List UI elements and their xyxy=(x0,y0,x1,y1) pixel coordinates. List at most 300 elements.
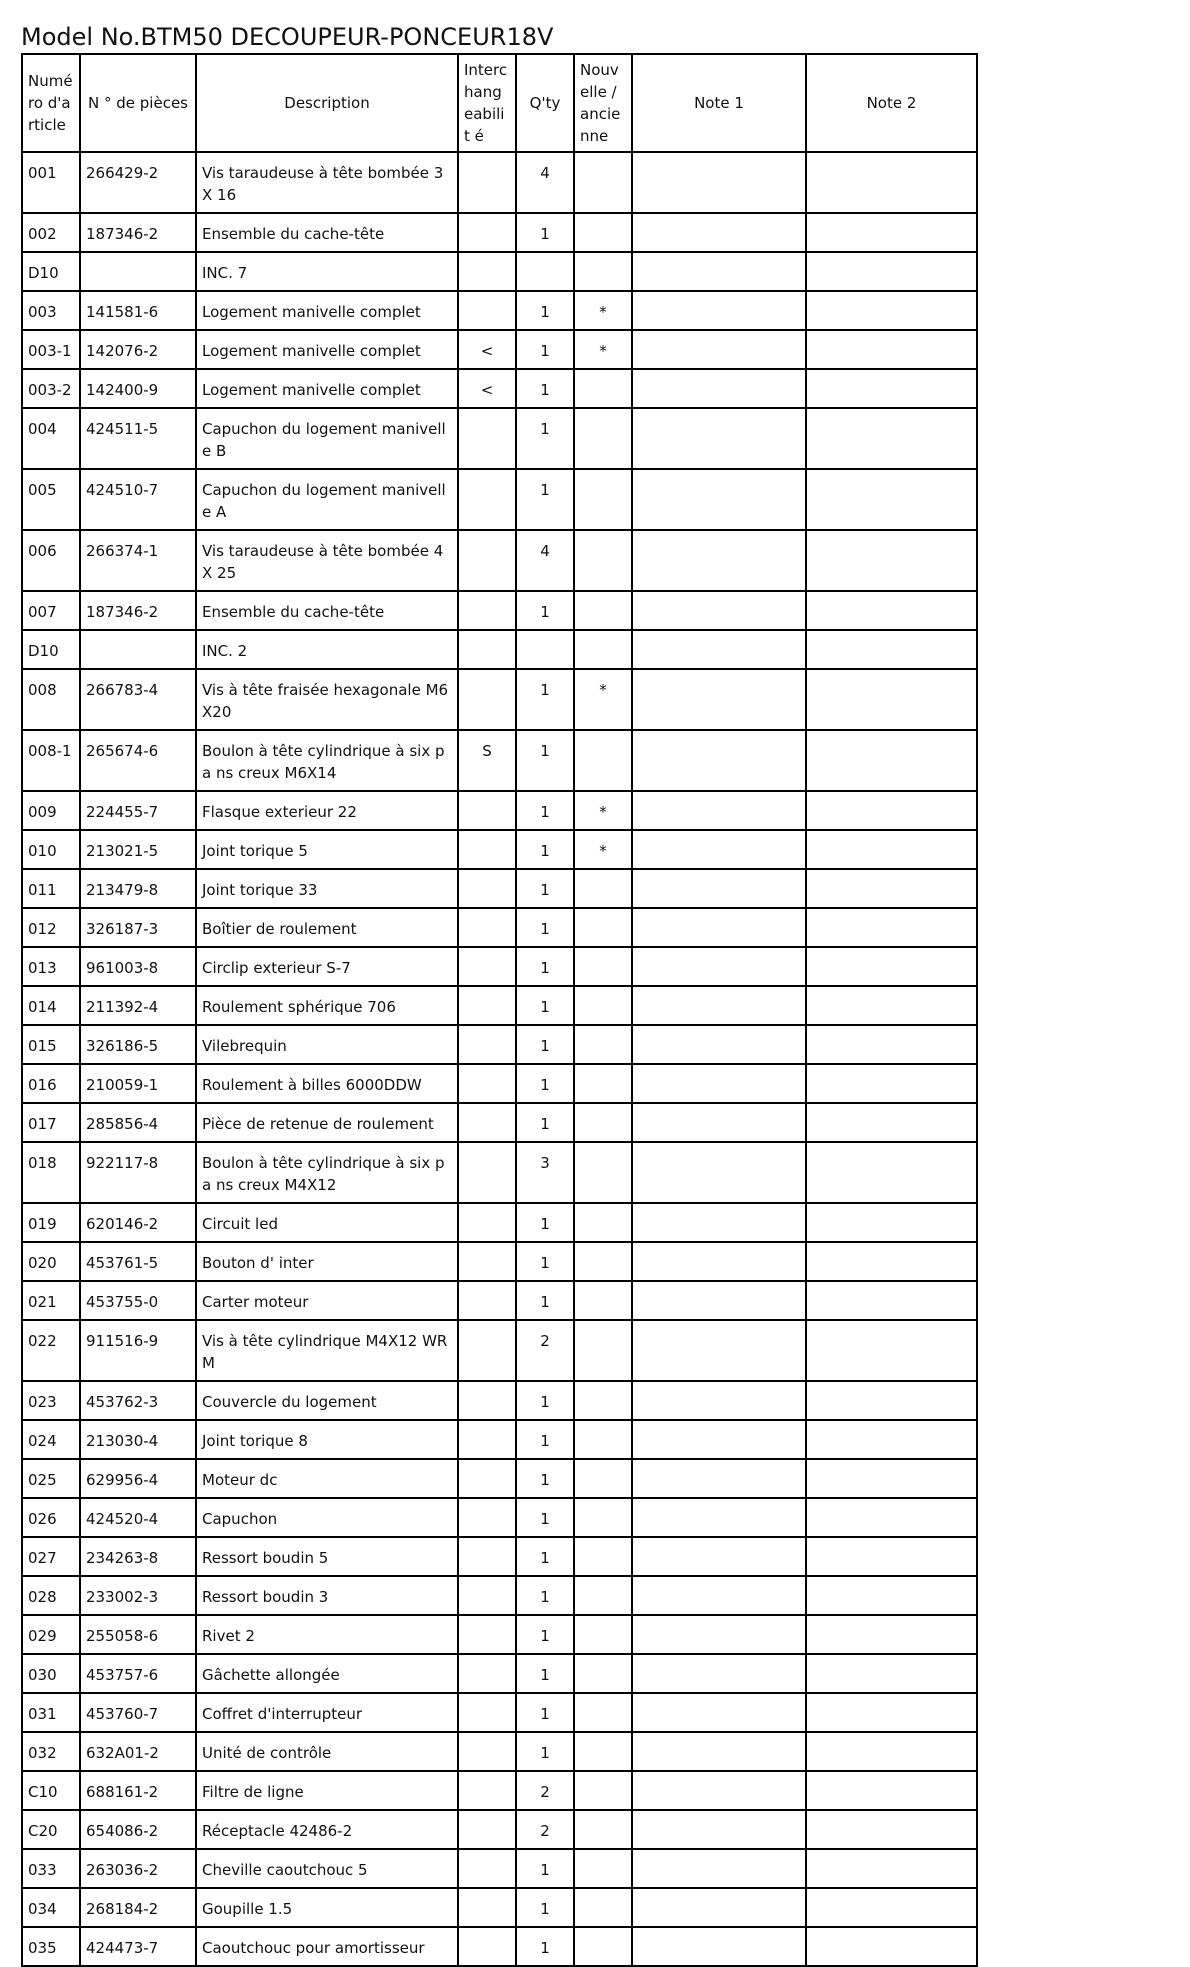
cell-item-number: 012 xyxy=(22,908,80,947)
cell-description: Joint torique 5 xyxy=(196,830,458,869)
cell-quantity: 1 xyxy=(516,669,574,730)
cell-item-number: 015 xyxy=(22,1025,80,1064)
cell-note-2 xyxy=(806,591,977,630)
cell-note-2 xyxy=(806,630,977,669)
cell-quantity: 1 xyxy=(516,1849,574,1888)
cell-item-number: C10 xyxy=(22,1771,80,1810)
cell-item-number: 032 xyxy=(22,1732,80,1771)
cell-interchangeability xyxy=(458,1732,516,1771)
cell-item-number: 003 xyxy=(22,291,80,330)
cell-part-number: 620146-2 xyxy=(80,1203,196,1242)
cell-item-number: 019 xyxy=(22,1203,80,1242)
cell-note-2 xyxy=(806,1459,977,1498)
cell-item-number: C20 xyxy=(22,1810,80,1849)
cell-note-2 xyxy=(806,530,977,591)
cell-part-number: 453762-3 xyxy=(80,1381,196,1420)
cell-new-old xyxy=(574,1242,632,1281)
cell-interchangeability xyxy=(458,1615,516,1654)
cell-quantity: 1 xyxy=(516,330,574,369)
cell-interchangeability xyxy=(458,1927,516,1966)
cell-part-number: 629956-4 xyxy=(80,1459,196,1498)
cell-description: Circlip exterieur S-7 xyxy=(196,947,458,986)
cell-note-2 xyxy=(806,1771,977,1810)
cell-new-old xyxy=(574,1732,632,1771)
cell-note-2 xyxy=(806,1537,977,1576)
cell-new-old xyxy=(574,152,632,213)
cell-note-2 xyxy=(806,291,977,330)
table-row xyxy=(22,1420,977,1459)
cell-interchangeability xyxy=(458,791,516,830)
cell-quantity: 1 xyxy=(516,1459,574,1498)
cell-part-number: 142076-2 xyxy=(80,330,196,369)
cell-item-number: 008-1 xyxy=(22,730,80,791)
cell-item-number: 024 xyxy=(22,1420,80,1459)
header-new-old: Nouv elle / ancie nne xyxy=(574,54,632,152)
cell-note-1 xyxy=(632,213,806,252)
cell-part-number: 210059-1 xyxy=(80,1064,196,1103)
cell-note-1 xyxy=(632,986,806,1025)
cell-part-number: 213030-4 xyxy=(80,1420,196,1459)
cell-new-old xyxy=(574,1420,632,1459)
cell-note-1 xyxy=(632,730,806,791)
cell-part-number: 922117-8 xyxy=(80,1142,196,1203)
cell-item-number: 021 xyxy=(22,1281,80,1320)
cell-item-number: 007 xyxy=(22,591,80,630)
cell-description: Capuchon xyxy=(196,1498,458,1537)
cell-item-number: 020 xyxy=(22,1242,80,1281)
cell-item-number: 033 xyxy=(22,1849,80,1888)
table-row xyxy=(22,291,977,330)
cell-part-number: 424520-4 xyxy=(80,1498,196,1537)
cell-note-1 xyxy=(632,1320,806,1381)
cell-note-2 xyxy=(806,869,977,908)
cell-quantity: 1 xyxy=(516,908,574,947)
cell-item-number: 004 xyxy=(22,408,80,469)
cell-interchangeability xyxy=(458,1142,516,1203)
cell-description: Boulon à tête cylindrique à six pa ns creux M4X12 xyxy=(196,1142,458,1203)
cell-note-2 xyxy=(806,1732,977,1771)
cell-part-number xyxy=(80,630,196,669)
cell-quantity: 4 xyxy=(516,530,574,591)
cell-note-1 xyxy=(632,630,806,669)
table-row xyxy=(22,152,977,213)
header-quantity: Q'ty xyxy=(516,54,574,152)
cell-note-1 xyxy=(632,1381,806,1420)
cell-note-1 xyxy=(632,152,806,213)
cell-description: Flasque exterieur 22 xyxy=(196,791,458,830)
cell-interchangeability xyxy=(458,947,516,986)
cell-quantity: 1 xyxy=(516,1537,574,1576)
cell-item-number: 001 xyxy=(22,152,80,213)
cell-note-2 xyxy=(806,1203,977,1242)
cell-interchangeability xyxy=(458,1888,516,1927)
cell-part-number: 266429-2 xyxy=(80,152,196,213)
cell-description: Vilebrequin xyxy=(196,1025,458,1064)
table-row xyxy=(22,669,977,730)
cell-note-1 xyxy=(632,1420,806,1459)
cell-item-number: 008 xyxy=(22,669,80,730)
cell-new-old: * xyxy=(574,830,632,869)
table-row xyxy=(22,1281,977,1320)
page-title: Model No.BTM50 DECOUPEUR-PONCEUR18V xyxy=(21,23,554,51)
cell-interchangeability xyxy=(458,1654,516,1693)
cell-description: Roulement sphérique 706 xyxy=(196,986,458,1025)
cell-new-old xyxy=(574,947,632,986)
table-row xyxy=(22,1732,977,1771)
cell-note-1 xyxy=(632,1537,806,1576)
cell-note-2 xyxy=(806,1615,977,1654)
table-row xyxy=(22,947,977,986)
cell-description: Caoutchouc pour amortisseur xyxy=(196,1927,458,1966)
cell-interchangeability xyxy=(458,908,516,947)
cell-new-old xyxy=(574,730,632,791)
table-row xyxy=(22,1381,977,1420)
cell-part-number: 654086-2 xyxy=(80,1810,196,1849)
cell-interchangeability xyxy=(458,1771,516,1810)
cell-new-old xyxy=(574,1654,632,1693)
cell-interchangeability xyxy=(458,252,516,291)
cell-part-number: 266374-1 xyxy=(80,530,196,591)
cell-item-number: 010 xyxy=(22,830,80,869)
cell-note-1 xyxy=(632,530,806,591)
cell-new-old: * xyxy=(574,291,632,330)
table-row xyxy=(22,1771,977,1810)
cell-note-1 xyxy=(632,1771,806,1810)
cell-quantity: 1 xyxy=(516,1420,574,1459)
cell-interchangeability xyxy=(458,152,516,213)
cell-note-1 xyxy=(632,1732,806,1771)
cell-new-old xyxy=(574,1103,632,1142)
cell-quantity: 1 xyxy=(516,1381,574,1420)
cell-new-old: * xyxy=(574,330,632,369)
cell-note-2 xyxy=(806,1927,977,1966)
table-row xyxy=(22,591,977,630)
parts-table-body xyxy=(22,152,977,1966)
cell-item-number: 009 xyxy=(22,791,80,830)
cell-interchangeability xyxy=(458,1025,516,1064)
cell-part-number: 224455-7 xyxy=(80,791,196,830)
cell-interchangeability xyxy=(458,1103,516,1142)
cell-note-2 xyxy=(806,791,977,830)
cell-part-number: 255058-6 xyxy=(80,1615,196,1654)
cell-note-1 xyxy=(632,830,806,869)
cell-note-1 xyxy=(632,291,806,330)
cell-description: Unité de contrôle xyxy=(196,1732,458,1771)
cell-description: Réceptacle 42486-2 xyxy=(196,1810,458,1849)
table-row xyxy=(22,1025,977,1064)
cell-note-2 xyxy=(806,1654,977,1693)
cell-description: Coffret d'interrupteur xyxy=(196,1693,458,1732)
cell-note-1 xyxy=(632,1849,806,1888)
cell-description: Ressort boudin 5 xyxy=(196,1537,458,1576)
table-row xyxy=(22,469,977,530)
cell-note-1 xyxy=(632,1927,806,1966)
cell-new-old xyxy=(574,1498,632,1537)
cell-item-number: 002 xyxy=(22,213,80,252)
cell-quantity xyxy=(516,630,574,669)
cell-description: Circuit led xyxy=(196,1203,458,1242)
cell-interchangeability: < xyxy=(458,369,516,408)
cell-item-number: 014 xyxy=(22,986,80,1025)
cell-note-1 xyxy=(632,1064,806,1103)
cell-note-2 xyxy=(806,1242,977,1281)
cell-note-2 xyxy=(806,1281,977,1320)
cell-part-number: 263036-2 xyxy=(80,1849,196,1888)
cell-part-number: 453757-6 xyxy=(80,1654,196,1693)
cell-interchangeability xyxy=(458,869,516,908)
cell-quantity: 1 xyxy=(516,869,574,908)
table-row xyxy=(22,1537,977,1576)
cell-quantity: 1 xyxy=(516,369,574,408)
table-row xyxy=(22,1142,977,1203)
cell-new-old xyxy=(574,408,632,469)
cell-description: Ensemble du cache-tête xyxy=(196,591,458,630)
cell-new-old xyxy=(574,213,632,252)
cell-quantity xyxy=(516,252,574,291)
table-row xyxy=(22,1654,977,1693)
header-interchangeability: Interc hang eabilit é xyxy=(458,54,516,152)
cell-note-2 xyxy=(806,1064,977,1103)
table-row xyxy=(22,1459,977,1498)
cell-new-old xyxy=(574,1459,632,1498)
cell-note-1 xyxy=(632,369,806,408)
cell-note-2 xyxy=(806,830,977,869)
cell-interchangeability xyxy=(458,1537,516,1576)
cell-interchangeability xyxy=(458,591,516,630)
table-row xyxy=(22,369,977,408)
table-row xyxy=(22,1888,977,1927)
cell-description: Rivet 2 xyxy=(196,1615,458,1654)
cell-quantity: 3 xyxy=(516,1142,574,1203)
cell-quantity: 1 xyxy=(516,1498,574,1537)
cell-new-old xyxy=(574,630,632,669)
cell-item-number: 018 xyxy=(22,1142,80,1203)
cell-note-1 xyxy=(632,1498,806,1537)
cell-new-old xyxy=(574,1615,632,1654)
table-row xyxy=(22,1203,977,1242)
table-row xyxy=(22,1242,977,1281)
cell-quantity: 1 xyxy=(516,1927,574,1966)
cell-note-1 xyxy=(632,252,806,291)
cell-description: Moteur dc xyxy=(196,1459,458,1498)
cell-note-2 xyxy=(806,1888,977,1927)
parts-table xyxy=(21,53,978,1967)
cell-part-number: 234263-8 xyxy=(80,1537,196,1576)
header-description: Description xyxy=(196,54,458,152)
cell-new-old xyxy=(574,908,632,947)
table-row xyxy=(22,630,977,669)
cell-description: Goupille 1.5 xyxy=(196,1888,458,1927)
cell-new-old xyxy=(574,1203,632,1242)
cell-interchangeability xyxy=(458,1576,516,1615)
cell-part-number: 453755-0 xyxy=(80,1281,196,1320)
cell-part-number: 688161-2 xyxy=(80,1771,196,1810)
cell-note-1 xyxy=(632,1615,806,1654)
cell-interchangeability xyxy=(458,469,516,530)
cell-quantity: 1 xyxy=(516,791,574,830)
cell-item-number: 030 xyxy=(22,1654,80,1693)
cell-description: Carter moteur xyxy=(196,1281,458,1320)
cell-item-number: 023 xyxy=(22,1381,80,1420)
cell-new-old xyxy=(574,252,632,291)
cell-note-1 xyxy=(632,469,806,530)
cell-part-number: 326186-5 xyxy=(80,1025,196,1064)
cell-item-number: 003-2 xyxy=(22,369,80,408)
cell-interchangeability xyxy=(458,1064,516,1103)
cell-note-1 xyxy=(632,1693,806,1732)
cell-part-number: 213479-8 xyxy=(80,869,196,908)
cell-item-number: 026 xyxy=(22,1498,80,1537)
cell-quantity: 2 xyxy=(516,1771,574,1810)
cell-description: Cheville caoutchouc 5 xyxy=(196,1849,458,1888)
table-row xyxy=(22,1103,977,1142)
cell-note-1 xyxy=(632,869,806,908)
cell-note-2 xyxy=(806,1142,977,1203)
cell-item-number: 028 xyxy=(22,1576,80,1615)
cell-note-2 xyxy=(806,1320,977,1381)
cell-description: Logement manivelle complet xyxy=(196,291,458,330)
cell-item-number: 025 xyxy=(22,1459,80,1498)
cell-interchangeability xyxy=(458,1242,516,1281)
cell-note-1 xyxy=(632,1203,806,1242)
table-row xyxy=(22,730,977,791)
cell-note-1 xyxy=(632,1654,806,1693)
cell-note-2 xyxy=(806,947,977,986)
cell-item-number: 003-1 xyxy=(22,330,80,369)
cell-note-1 xyxy=(632,1025,806,1064)
cell-note-1 xyxy=(632,791,806,830)
cell-note-2 xyxy=(806,1693,977,1732)
cell-note-2 xyxy=(806,1498,977,1537)
table-row xyxy=(22,252,977,291)
cell-part-number: 187346-2 xyxy=(80,591,196,630)
cell-description: Vis à tête fraisée hexagonale M6 X20 xyxy=(196,669,458,730)
cell-interchangeability xyxy=(458,530,516,591)
cell-item-number: 006 xyxy=(22,530,80,591)
cell-quantity: 1 xyxy=(516,1615,574,1654)
cell-item-number: D10 xyxy=(22,630,80,669)
cell-quantity: 2 xyxy=(516,1320,574,1381)
cell-note-1 xyxy=(632,1888,806,1927)
cell-item-number: 005 xyxy=(22,469,80,530)
cell-quantity: 1 xyxy=(516,1103,574,1142)
cell-interchangeability xyxy=(458,986,516,1025)
cell-new-old xyxy=(574,1771,632,1810)
cell-note-2 xyxy=(806,330,977,369)
table-row xyxy=(22,1693,977,1732)
cell-interchangeability xyxy=(458,1849,516,1888)
cell-interchangeability xyxy=(458,1420,516,1459)
cell-description: Ensemble du cache-tête xyxy=(196,213,458,252)
header-note-1: Note 1 xyxy=(632,54,806,152)
cell-part-number: 285856-4 xyxy=(80,1103,196,1142)
cell-item-number: 022 xyxy=(22,1320,80,1381)
cell-quantity: 1 xyxy=(516,1242,574,1281)
cell-note-2 xyxy=(806,986,977,1025)
cell-new-old xyxy=(574,1888,632,1927)
cell-quantity: 1 xyxy=(516,1281,574,1320)
cell-description: Filtre de ligne xyxy=(196,1771,458,1810)
cell-quantity: 1 xyxy=(516,291,574,330)
cell-part-number: 211392-4 xyxy=(80,986,196,1025)
cell-new-old xyxy=(574,1849,632,1888)
table-row xyxy=(22,1064,977,1103)
cell-new-old xyxy=(574,530,632,591)
table-row xyxy=(22,1810,977,1849)
cell-note-1 xyxy=(632,591,806,630)
cell-new-old xyxy=(574,986,632,1025)
cell-note-2 xyxy=(806,1810,977,1849)
cell-quantity: 4 xyxy=(516,152,574,213)
table-row xyxy=(22,830,977,869)
table-row xyxy=(22,408,977,469)
cell-description: Roulement à billes 6000DDW xyxy=(196,1064,458,1103)
cell-part-number: 961003-8 xyxy=(80,947,196,986)
cell-part-number: 213021-5 xyxy=(80,830,196,869)
cell-description: Joint torique 33 xyxy=(196,869,458,908)
cell-part-number: 326187-3 xyxy=(80,908,196,947)
cell-item-number: 034 xyxy=(22,1888,80,1927)
cell-quantity: 1 xyxy=(516,1025,574,1064)
cell-description: Logement manivelle complet xyxy=(196,369,458,408)
cell-quantity: 2 xyxy=(516,1810,574,1849)
cell-interchangeability xyxy=(458,669,516,730)
cell-interchangeability xyxy=(458,408,516,469)
cell-new-old: * xyxy=(574,791,632,830)
cell-note-2 xyxy=(806,252,977,291)
cell-part-number: 453760-7 xyxy=(80,1693,196,1732)
cell-part-number: 233002-3 xyxy=(80,1576,196,1615)
cell-note-1 xyxy=(632,1242,806,1281)
cell-note-1 xyxy=(632,1281,806,1320)
cell-note-1 xyxy=(632,1142,806,1203)
cell-new-old xyxy=(574,1281,632,1320)
cell-new-old xyxy=(574,1693,632,1732)
table-row xyxy=(22,530,977,591)
cell-note-2 xyxy=(806,730,977,791)
cell-interchangeability xyxy=(458,1203,516,1242)
cell-new-old xyxy=(574,869,632,908)
cell-note-1 xyxy=(632,669,806,730)
cell-new-old xyxy=(574,1810,632,1849)
table-row xyxy=(22,1849,977,1888)
cell-item-number: 016 xyxy=(22,1064,80,1103)
cell-description: INC. 7 xyxy=(196,252,458,291)
cell-description: Joint torique 8 xyxy=(196,1420,458,1459)
cell-new-old xyxy=(574,1142,632,1203)
header-part-number: N ° de pièces xyxy=(80,54,196,152)
cell-note-2 xyxy=(806,1576,977,1615)
cell-description: Couvercle du logement xyxy=(196,1381,458,1420)
cell-new-old xyxy=(574,1576,632,1615)
cell-note-2 xyxy=(806,1103,977,1142)
cell-note-2 xyxy=(806,1025,977,1064)
cell-description: Capuchon du logement manivell e B xyxy=(196,408,458,469)
cell-quantity: 1 xyxy=(516,591,574,630)
cell-description: Ressort boudin 3 xyxy=(196,1576,458,1615)
cell-description: Vis taraudeuse à tête bombée 3X 16 xyxy=(196,152,458,213)
cell-note-1 xyxy=(632,1576,806,1615)
header-note-2: Note 2 xyxy=(806,54,977,152)
cell-interchangeability xyxy=(458,1498,516,1537)
cell-description: Vis à tête cylindrique M4X12 WR M xyxy=(196,1320,458,1381)
cell-quantity: 1 xyxy=(516,213,574,252)
cell-interchangeability xyxy=(458,213,516,252)
cell-note-2 xyxy=(806,1420,977,1459)
cell-new-old xyxy=(574,469,632,530)
cell-quantity: 1 xyxy=(516,1732,574,1771)
cell-note-2 xyxy=(806,152,977,213)
